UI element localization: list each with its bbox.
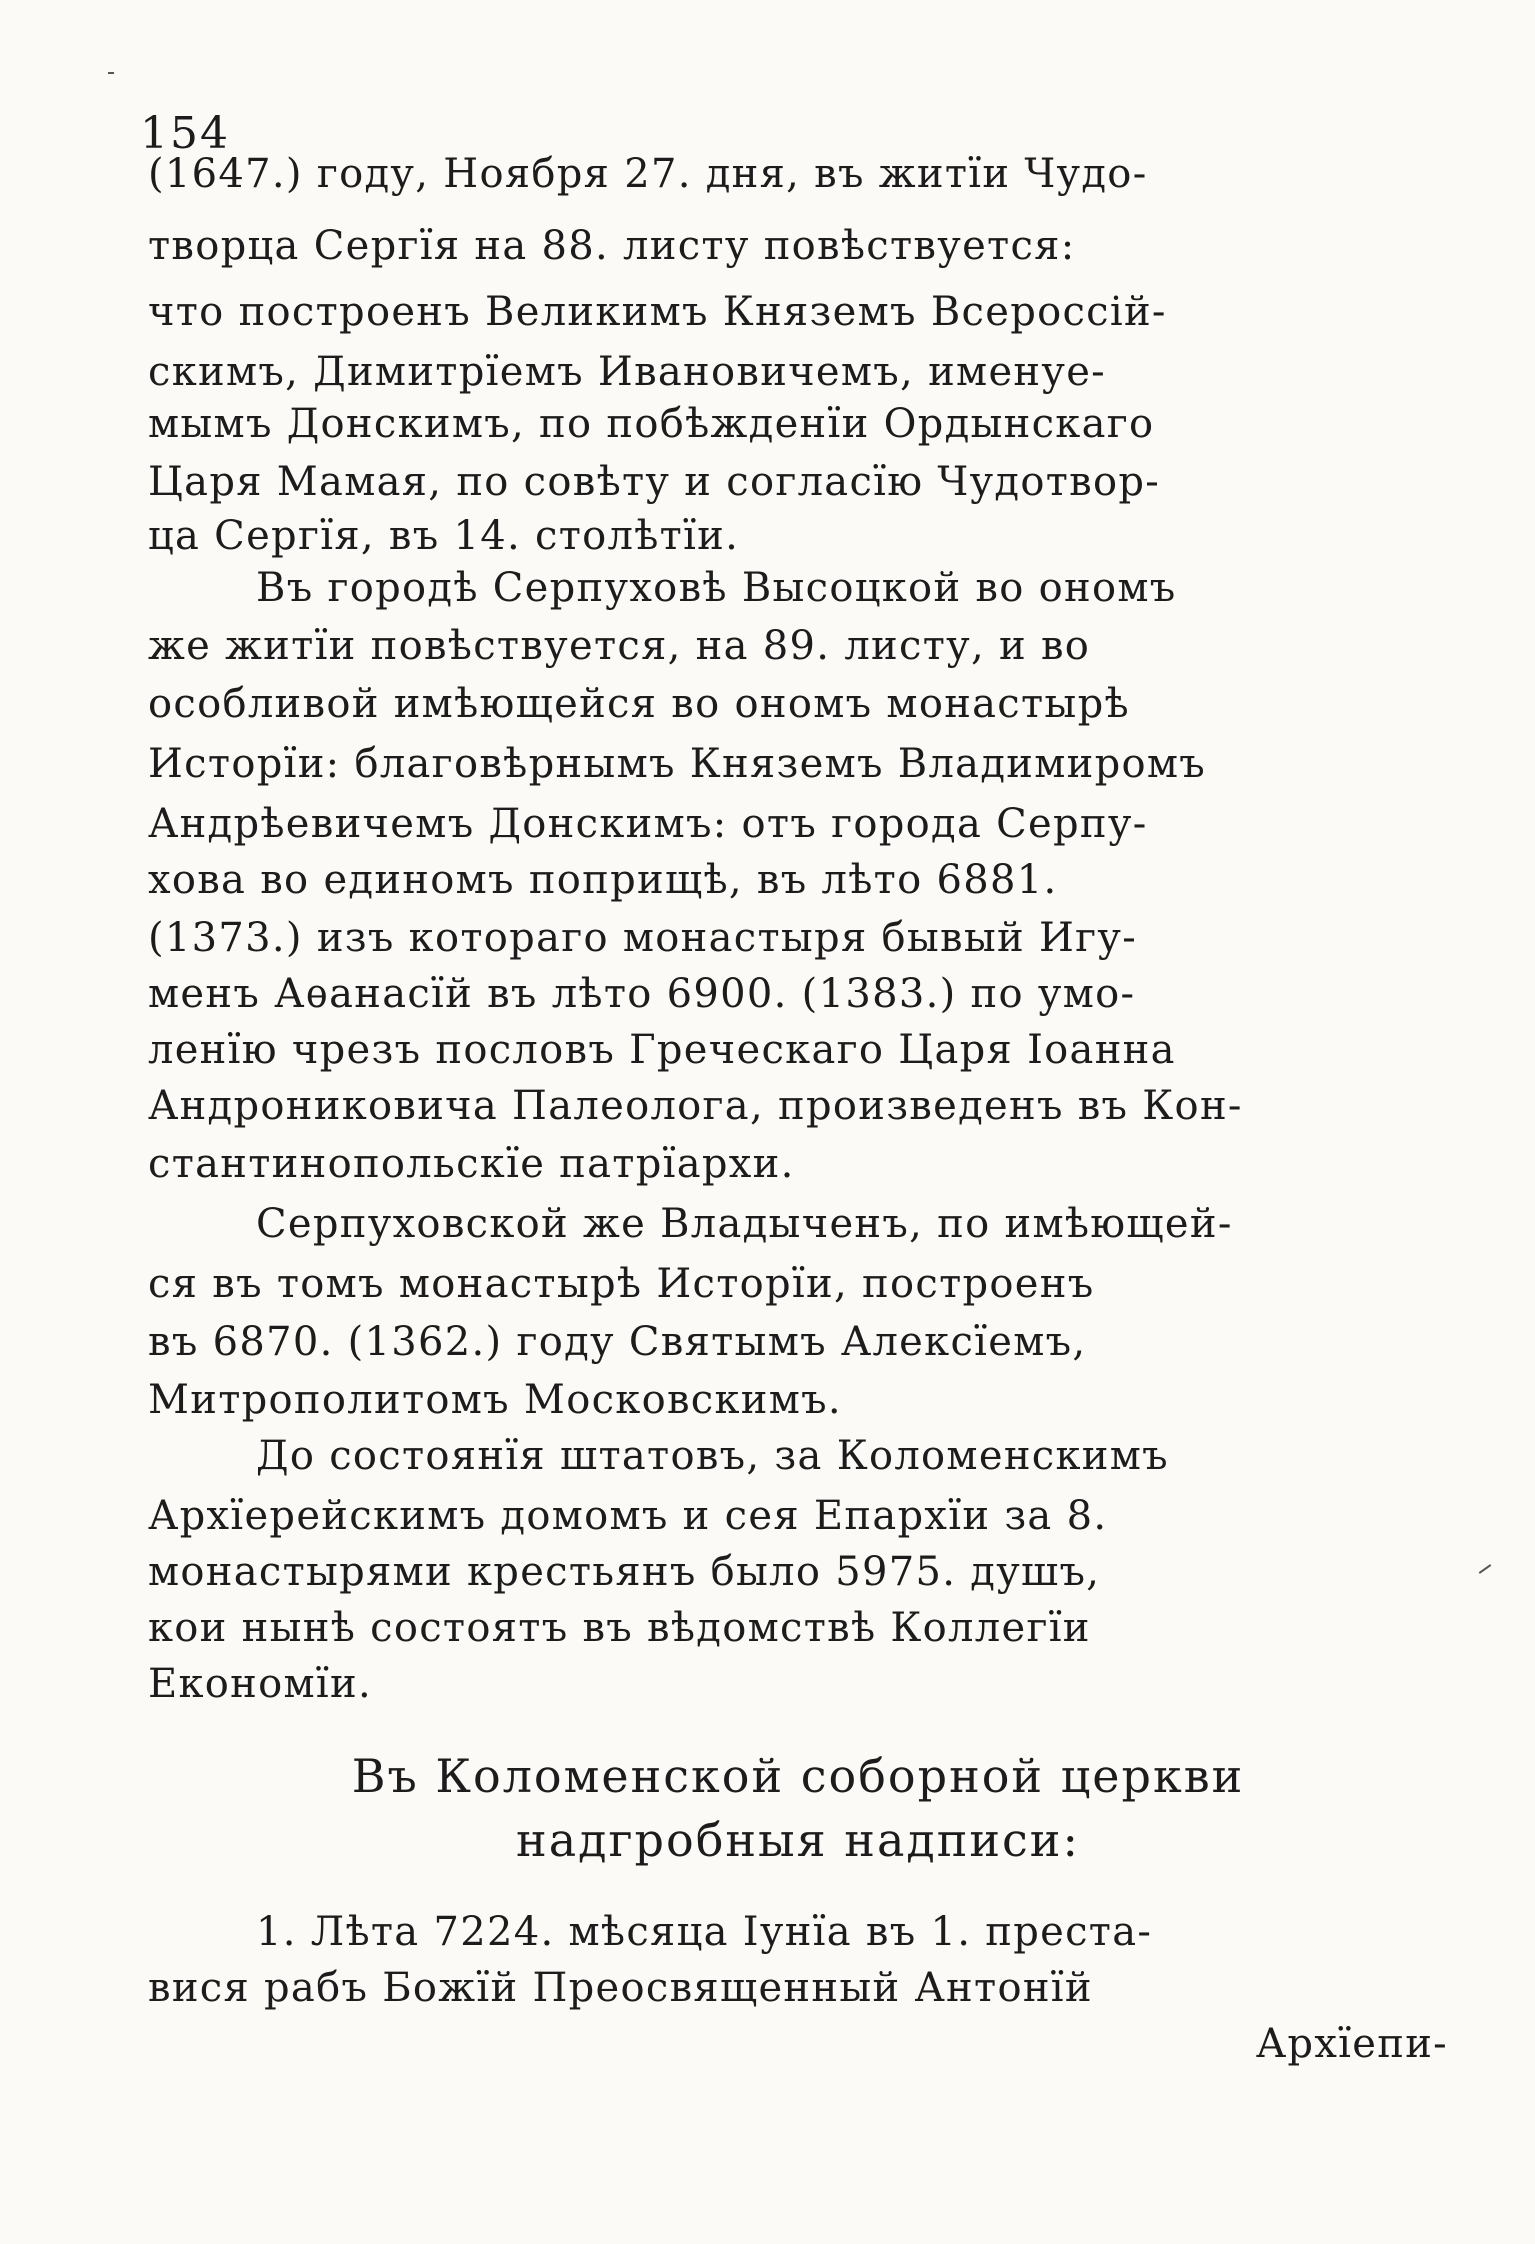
text-line: мымъ Донскимъ, по побѣжденїи Ордынскаго (148, 401, 1155, 447)
text-line: 1. Лѣта 7224. мѣсяца Іунїа въ 1. преста- (256, 1909, 1153, 1955)
text-line: что построенъ Великимъ Княземъ Всероссiй- (148, 289, 1167, 335)
text-line: ца Сергїя, въ 14. столѣтїи. (148, 513, 740, 559)
margin-mark (1479, 1564, 1492, 1574)
text-line: вися рабъ Божїй Преосвященный Антонїй (148, 1965, 1093, 2011)
text-line: Архїерейскимъ домомъ и сея Епархїи за 8. (148, 1493, 1108, 1539)
text-line: въ 6870. (1362.) году Святымъ Алексїемъ, (148, 1319, 1087, 1365)
heading-line: надгробныя надписи: (516, 1813, 1080, 1867)
text-line: Исторїи: благовѣрнымъ Княземъ Владимиромъ (148, 741, 1207, 787)
text-line: творца Сергїя на 88. листу повѣствуется: (148, 223, 1076, 269)
text-line: хова во единомъ поприщѣ, въ лѣто 6881. (148, 857, 1058, 903)
text-line: особливой имѣющейся во ономъ монастырѣ (148, 681, 1130, 727)
text-line: ся въ томъ монастырѣ Исторїи, построенъ (148, 1261, 1095, 1307)
heading-line: Въ Коломенской соборной церкви (351, 1749, 1245, 1803)
text-line: Въ городѣ Серпуховѣ Высоцкой во ономъ (256, 565, 1177, 611)
text-line: (1373.) изъ котораго монастыря бывый Игу- (148, 915, 1138, 961)
text-line: ленїю чрезъ пословъ Греческаго Царя Іоанна (148, 1027, 1176, 1073)
text-line: Андрѣевичемъ Донскимъ: отъ города Серпу- (148, 801, 1148, 847)
text-line: (1647.) году, Ноября 27. дня, въ житїи Чудо- (148, 151, 1148, 197)
text-line: кои нынѣ состоятъ въ вѣдомствѣ Коллегїи (148, 1605, 1091, 1651)
text-line: Царя Мамая, по совѣту и согласїю Чудотвор- (148, 459, 1161, 505)
text-line: До состоянїя штатовъ, за Коломенскимъ (256, 1433, 1169, 1479)
text-line: Серпуховской же Владыченъ, по имѣющей- (256, 1201, 1233, 1247)
text-line: Андрониковича Палеолога, произведенъ въ Кон- (148, 1083, 1243, 1129)
text-line: стантинопольскїе патрїархи. (148, 1141, 795, 1187)
corner-mark (108, 72, 114, 74)
text-line: менъ Аѳанасїй въ лѣто 6900. (1383.) по умо- (148, 971, 1136, 1017)
text-line: Митрополитомъ Московскимъ. (148, 1377, 842, 1423)
text-line: скимъ, Димитрїемъ Ивановичемъ, именуе- (148, 349, 1106, 395)
text-line: же житїи повѣствуется, на 89. листу, и во (148, 623, 1091, 669)
text-line: монастырями крестьянъ было 5975. душъ, (148, 1549, 1101, 1595)
text-line: Архїепи- (1255, 2021, 1448, 2067)
text-line: Економїи. (148, 1661, 373, 1707)
page-number: 154 (140, 108, 230, 159)
